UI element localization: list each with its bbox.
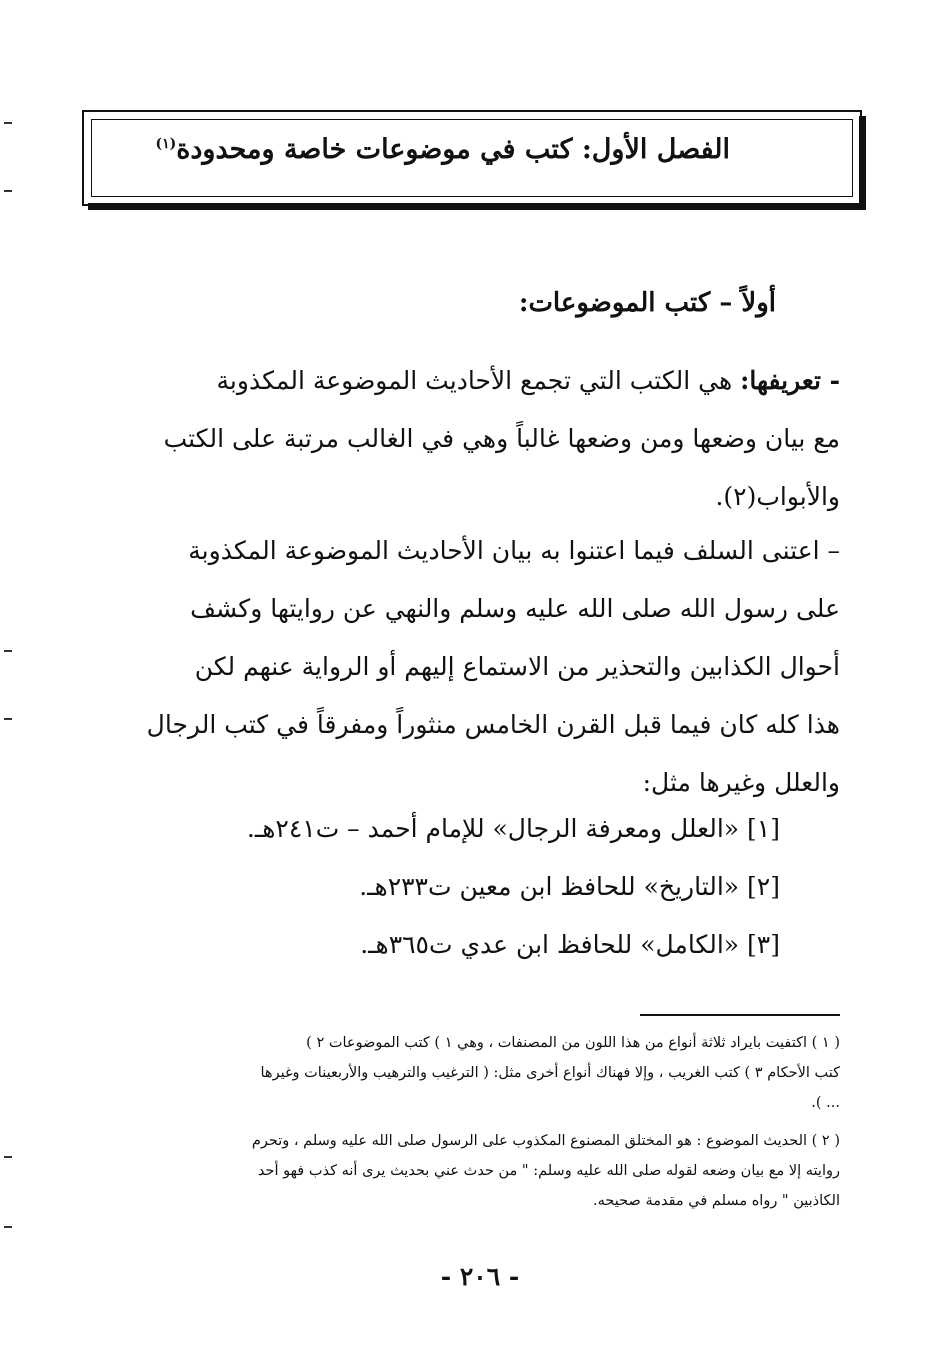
paragraph-line-5: والعلل وغيرها مثل: [642, 768, 840, 797]
scan-margin-mark [4, 718, 12, 720]
book-list [150, 800, 780, 974]
chapter-footnote-ref: (١) [155, 136, 177, 152]
scan-margin-mark [4, 190, 12, 192]
footnote-1-line-2: كتب الأحكام ٣ ) كتب الغريب ، وإلا فهناك أنواع أخرى مثل: ( الترغيب والترهيب والأربعينات وغيرها [260, 1065, 840, 1081]
book-list-item-3: [٣] «الكامل» للحافظ ابن عدي ت٣٦٥هـ. [360, 930, 780, 959]
chapter-title-text: الفصل الأول: كتب في موضوعات خاصة ومحدودة [176, 134, 730, 165]
definition-block [108, 352, 840, 526]
footnote-separator [640, 1014, 840, 1016]
definition-line-1 [108, 352, 840, 410]
chapter-title [110, 134, 730, 165]
footnote-2-line-2: روايته إلا مع بيان وضعه لقوله صلى الله عليه وسلم: " من حدث عني بحديث يرى أنه كذب فهو أحد [257, 1163, 840, 1179]
footnote-2-line-3: الكاذبين " رواه مسلم في مقدمة صحيحه. [593, 1193, 840, 1209]
footnote-gap [112, 1118, 840, 1126]
book-list-item-2: [٢] «التاريخ» للحافظ ابن معين ت٢٣٣هـ. [359, 872, 780, 901]
scan-margin-mark [4, 122, 12, 124]
definition-text-1: هي الكتب التي تجمع الأحاديث الموضوعة المكذوبة [216, 366, 733, 395]
footnote-1-line-3: ... ). [811, 1095, 840, 1111]
section-heading: أولاً – كتب الموضوعات: [518, 288, 776, 318]
paragraph-line-4: هذا كله كان فيما قبل القرن الخامس منثوراً ومفرقاً في كتب الرجال [146, 710, 840, 739]
definition-line-3: والأبواب(٢). [715, 482, 840, 511]
page-number: - ٢٠٦ - [440, 1262, 520, 1291]
book-list-item-1: [١] «العلل ومعرفة الرجال» للإمام أحمد – ت٢٤١هـ. [246, 814, 780, 843]
body-paragraph [108, 522, 840, 812]
footnote-1-line-1: ( ١ ) اكتفيت بايراد ثلاثة أنواع من هذا اللون من المصنفات ، وهي ١ ) كتب الموضوعات ٢ ) [306, 1035, 840, 1051]
footnote-2-line-1: ( ٢ ) الحديث الموضوع : هو المختلق المصنوع المكذوب على الرسول صلى الله عليه وسلم ، وتحرم [251, 1133, 840, 1149]
scan-margin-mark [4, 1226, 12, 1228]
paragraph-line-3: أحوال الكذابين والتحذير من الاستماع إليهم أو الرواية عنهم لكن [194, 652, 840, 681]
scan-margin-mark [4, 1156, 12, 1158]
paragraph-line-1: – اعتنى السلف فيما اعتنوا به بيان الأحاديث الموضوعة المكذوبة [188, 536, 840, 565]
paragraph-line-2: على رسول الله صلى الله عليه وسلم والنهي عن روايتها وكشف [190, 594, 840, 623]
footnotes [112, 1028, 840, 1216]
definition-label: - تعريفها: [740, 366, 840, 395]
scan-margin-mark [4, 650, 12, 652]
definition-line-2: مع بيان وضعها ومن وضعها غالباً وهي في الغالب مرتبة على الكتب [163, 424, 840, 453]
